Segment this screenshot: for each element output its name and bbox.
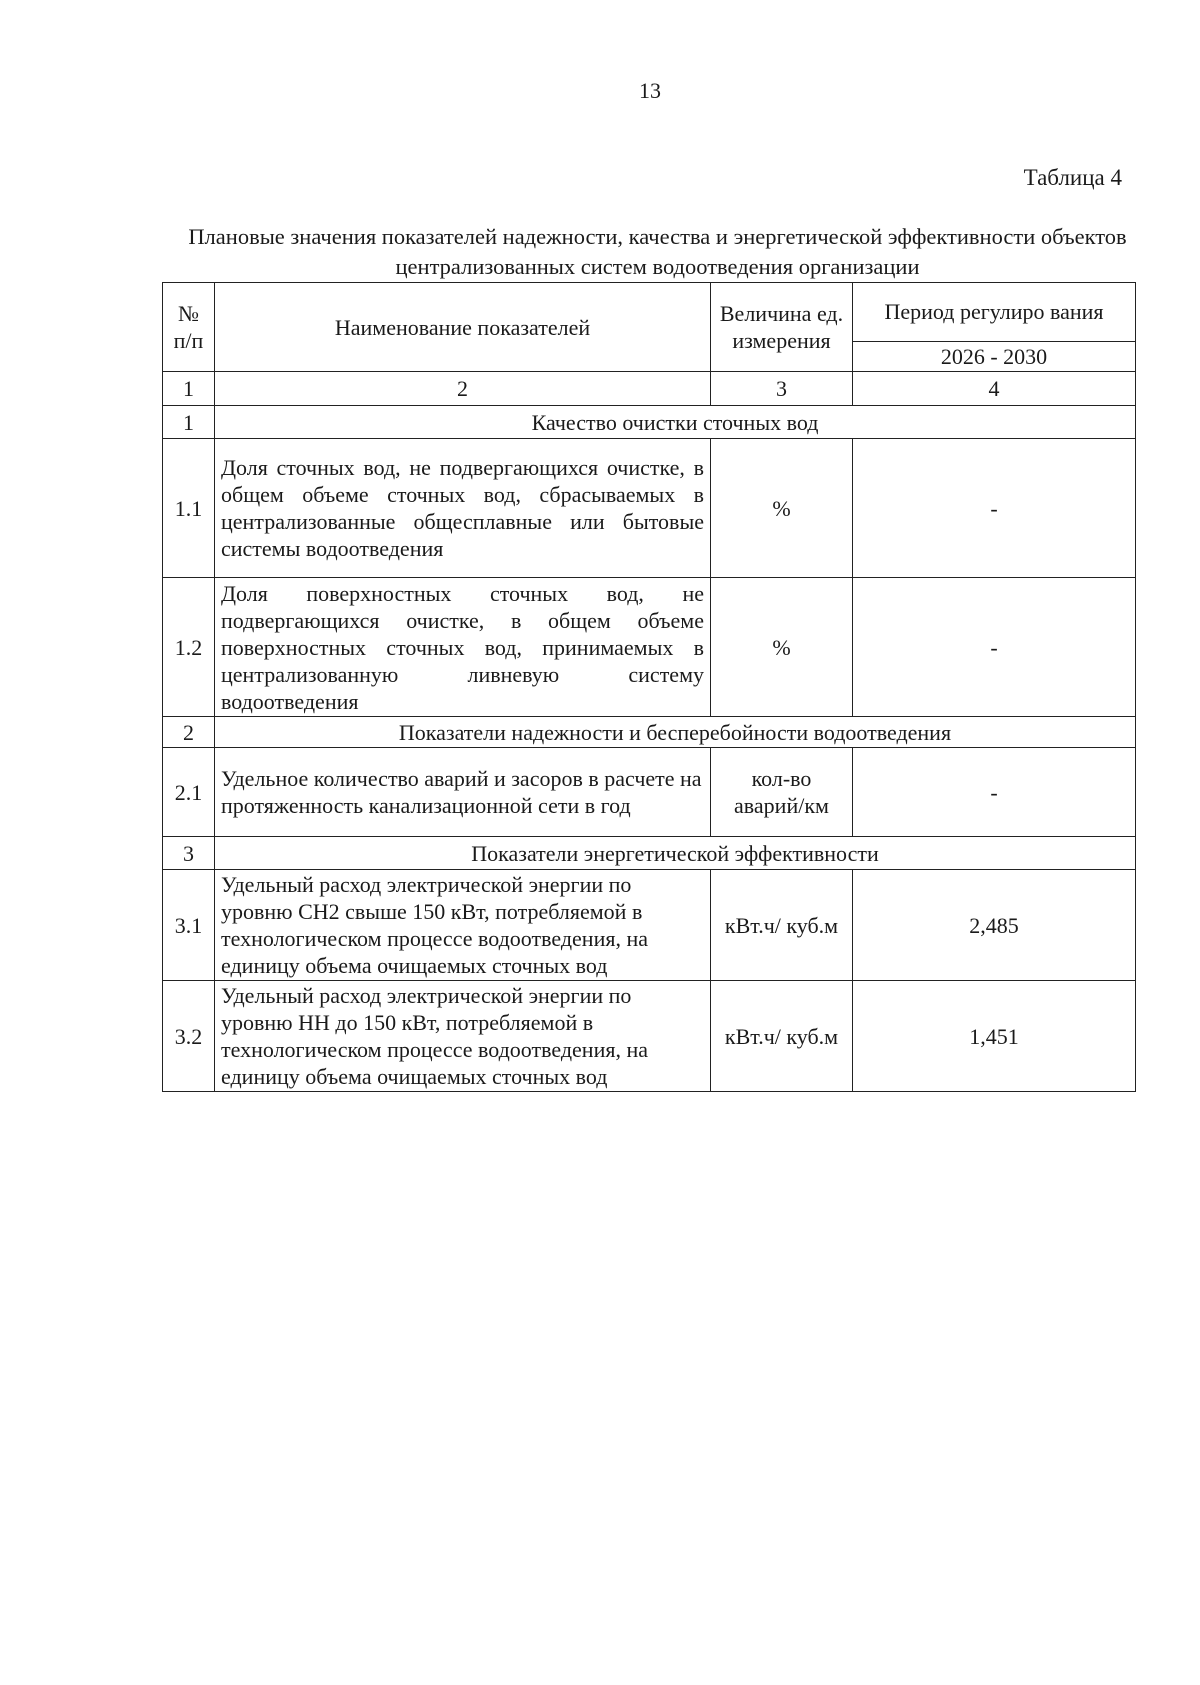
row-value: - <box>853 439 1136 578</box>
row-unit: кВт.ч/ куб.м <box>711 981 853 1092</box>
header-years: 2026 - 2030 <box>853 341 1136 371</box>
section-title: Показатели энергетической эффективности <box>215 837 1136 870</box>
row-unit: % <box>711 439 853 578</box>
section-num: 3 <box>163 837 215 870</box>
section-row <box>163 717 1136 748</box>
header-name: Наименование показателей <box>215 283 711 372</box>
section-row <box>163 837 1136 870</box>
table-row <box>163 748 1136 837</box>
table-row <box>163 870 1136 981</box>
row-value: 1,451 <box>853 981 1136 1092</box>
row-value: - <box>853 578 1136 717</box>
row-name: Удельный расход электрической энергии по уровню НН до 150 кВт, потребляемой в технологическом процессе водоотведения, на единицу объема очищаемых сточных вод <box>215 981 711 1092</box>
header-num: № п/п <box>163 283 215 372</box>
column-number: 1 <box>163 372 215 406</box>
section-num: 1 <box>163 406 215 439</box>
section-row <box>163 406 1136 439</box>
row-num: 3.2 <box>163 981 215 1092</box>
row-num: 1.2 <box>163 578 215 717</box>
header-period: Период регулиро вания <box>853 283 1136 342</box>
header-unit: Величина ед. измерения <box>711 283 853 372</box>
table-row <box>163 439 1136 578</box>
indicators-table <box>162 282 1136 1092</box>
column-numbers-row <box>163 372 1136 406</box>
row-unit: кВт.ч/ куб.м <box>711 870 853 981</box>
table-label: Таблица 4 <box>1023 165 1122 190</box>
row-unit: % <box>711 578 853 717</box>
row-value: 2,485 <box>853 870 1136 981</box>
section-num: 2 <box>163 717 215 748</box>
row-num: 2.1 <box>163 748 215 837</box>
row-num: 3.1 <box>163 870 215 981</box>
table-row <box>163 981 1136 1092</box>
column-number: 2 <box>215 372 711 406</box>
table-row <box>163 578 1136 717</box>
page-number: 13 <box>639 78 661 103</box>
row-num: 1.1 <box>163 439 215 578</box>
row-name: Доля сточных вод, не подвергающихся очистке, в общем объеме сточных вод, сбрасываемых в централизованные общесплавные или бытовые системы водоотведения <box>215 439 711 578</box>
row-value: - <box>853 748 1136 837</box>
column-number: 4 <box>853 372 1136 406</box>
row-name: Удельный расход электрической энергии по уровню СН2 свыше 150 кВт, потребляемой в технологическом процессе водоотведения, на единицу объема очищаемых сточных вод <box>215 870 711 981</box>
column-number: 3 <box>711 372 853 406</box>
header-row <box>163 283 1136 342</box>
row-unit: кол-во аварий/км <box>711 748 853 837</box>
row-name: Доля поверхностных сточных вод, не подвергающихся очистке, в общем объеме поверхностных сточных вод, принимаемых в централизованную ливневую систему водоотведения <box>215 578 711 717</box>
section-title: Качество очистки сточных вод <box>215 406 1136 439</box>
section-title: Показатели надежности и бесперебойности водоотведения <box>215 717 1136 748</box>
table-title: Плановые значения показателей надежности, качества и энергетической эффективности объектов централизованных систем водоотведения организации <box>188 224 1127 279</box>
row-name: Удельное количество аварий и засоров в расчете на протяженность канализационной сети в год <box>215 748 711 837</box>
